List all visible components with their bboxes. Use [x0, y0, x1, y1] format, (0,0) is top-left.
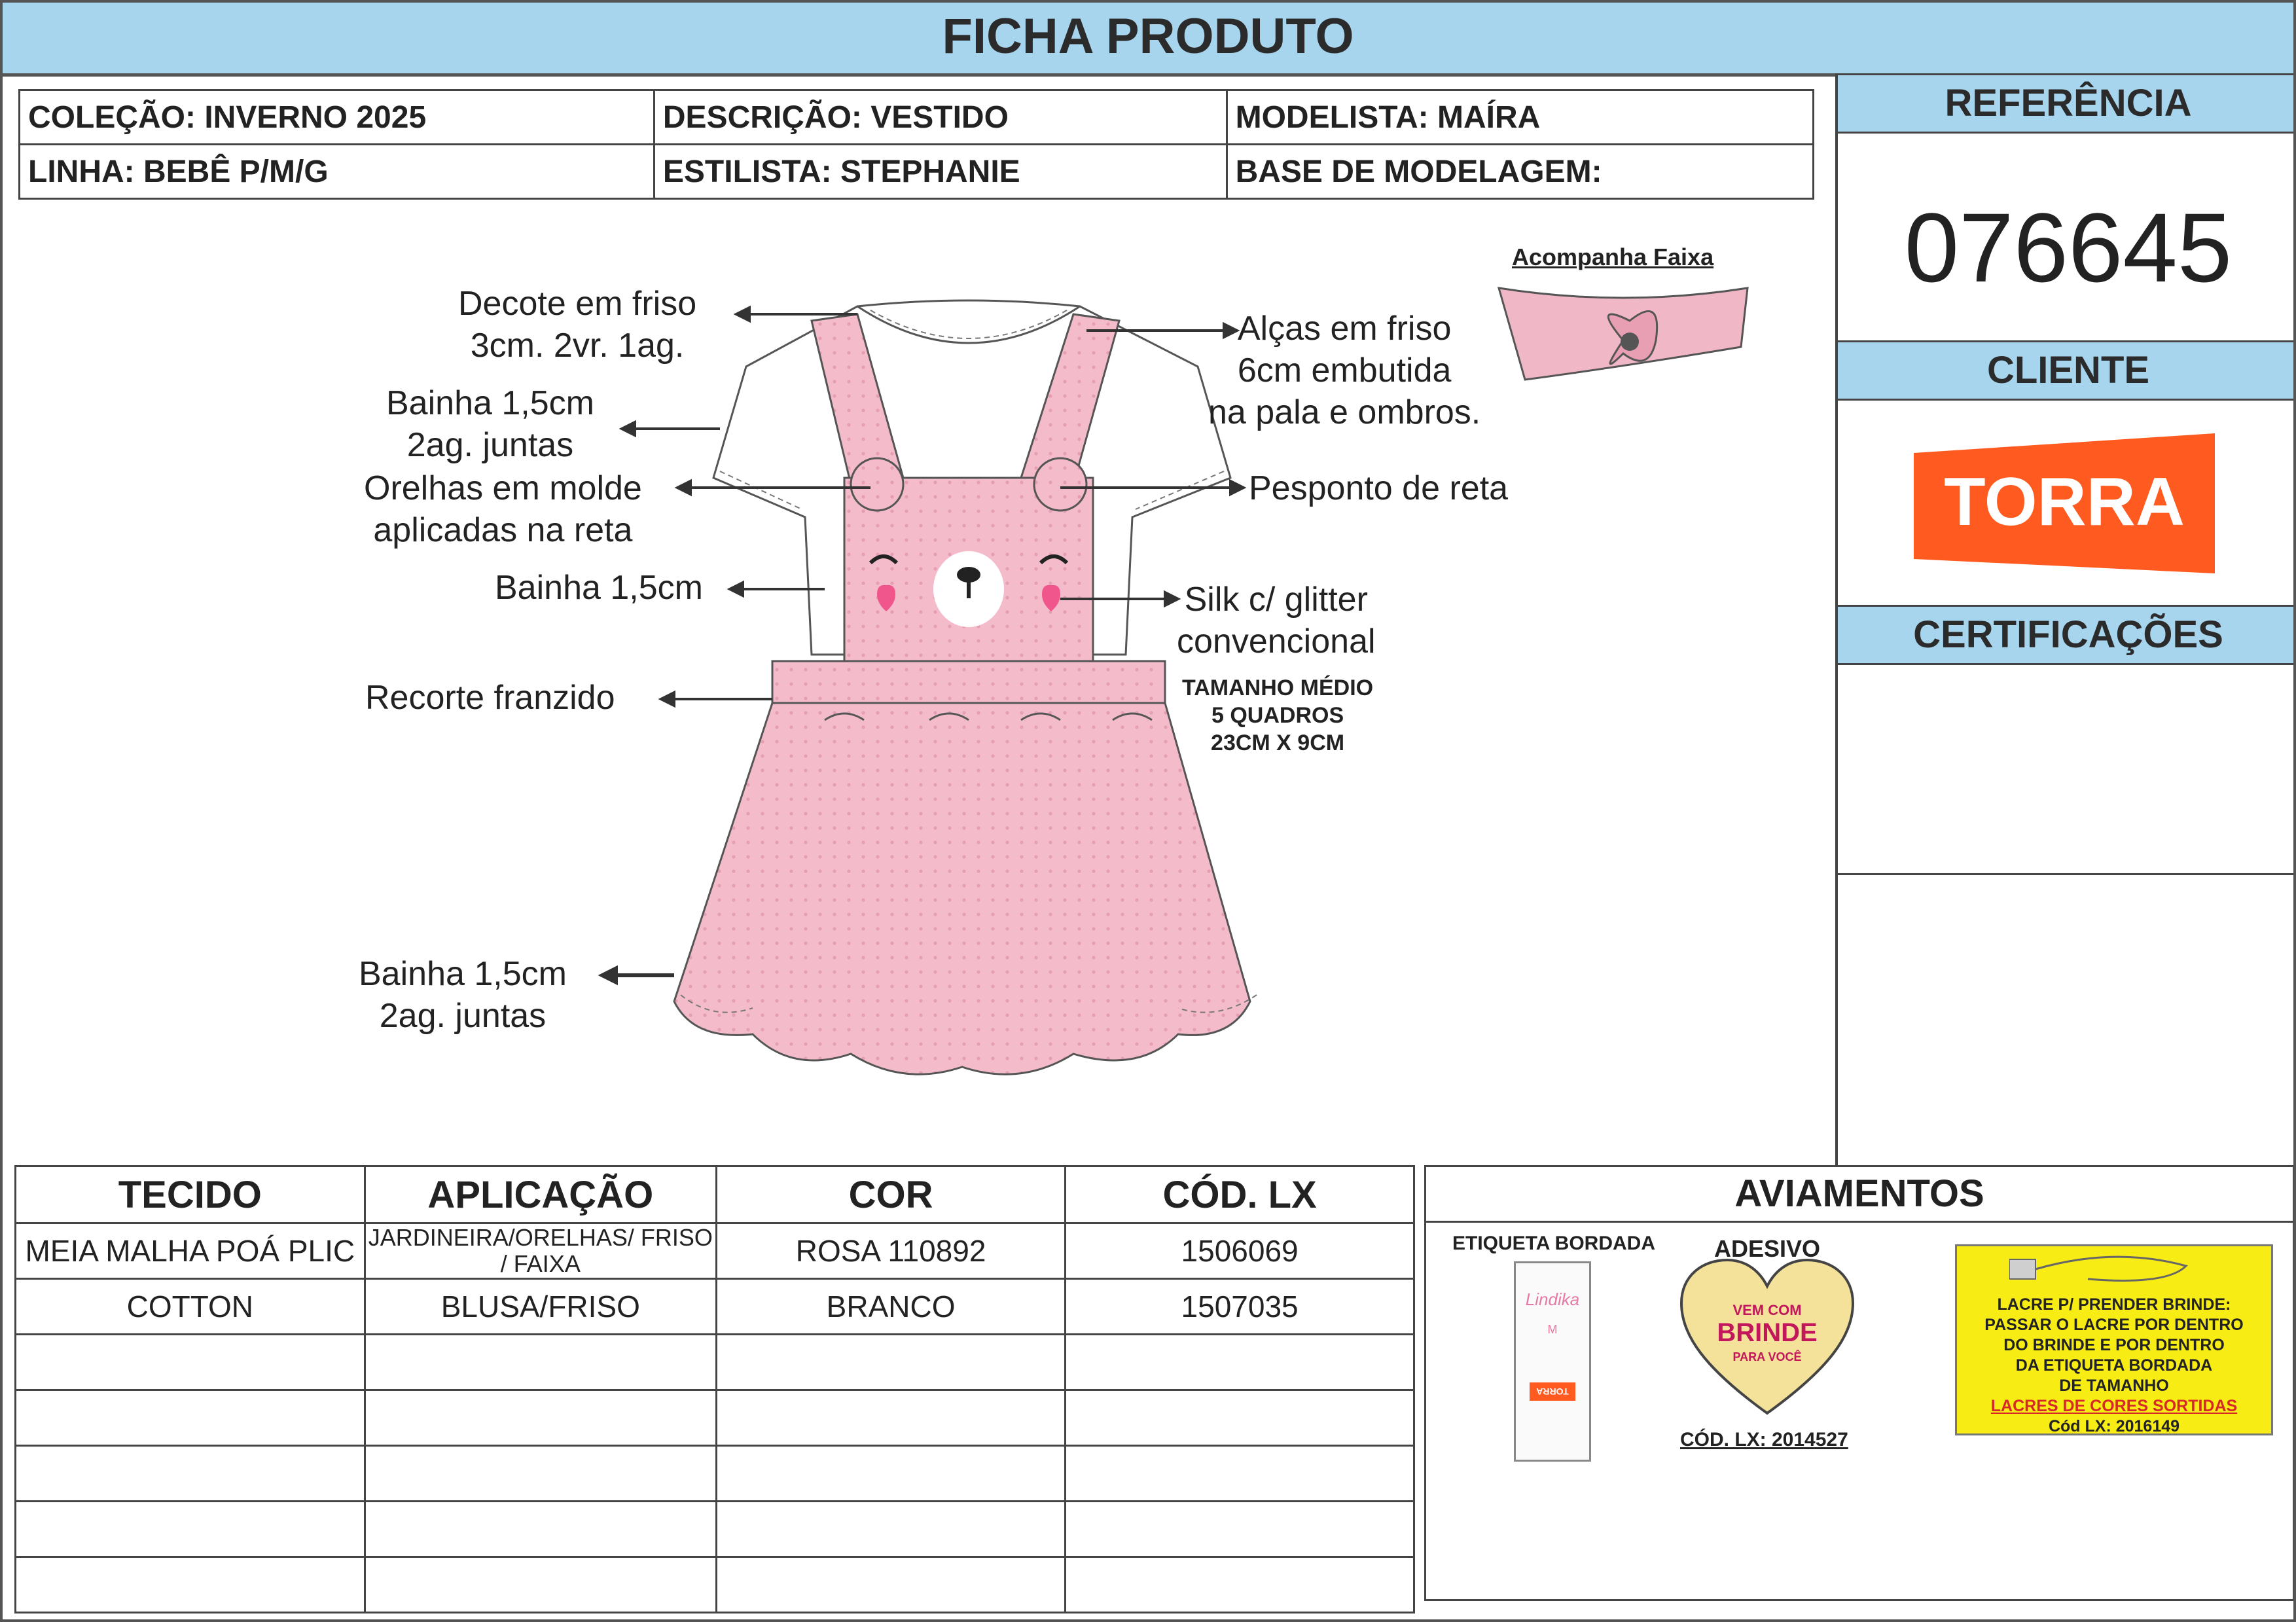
table-cell: [1066, 1557, 1414, 1613]
table-cell: [717, 1502, 1066, 1557]
table-cell: [365, 1390, 716, 1446]
table-row: [16, 1335, 1414, 1390]
linha-field: LINHA: BEBÊ P/M/G: [20, 145, 655, 199]
table-cell: [365, 1335, 716, 1390]
referencia-label: REFERÊNCIA: [1838, 73, 2296, 134]
header-aplicacao: APLICAÇÃO: [365, 1166, 716, 1223]
svg-text:BRINDE: BRINDE: [1717, 1318, 1818, 1347]
annotation-orelhas: Orelhas em molde aplicadas na reta: [364, 469, 642, 549]
table-cell: [717, 1390, 1066, 1446]
annotation-bainha-barra: Bainha 1,5cm 2ag. juntas: [359, 955, 567, 1035]
aviamentos-panel: [1424, 1165, 2295, 1601]
table-cell: [1066, 1446, 1414, 1502]
table-cell: [1066, 1390, 1414, 1446]
svg-text:PARA VOCÊ: PARA VOCÊ: [1732, 1350, 1802, 1363]
etiqueta-brand: Lindika: [1525, 1289, 1580, 1309]
etiqueta-bordada-icon: [1514, 1261, 1591, 1462]
table-cell: [16, 1446, 365, 1502]
table-cell: [365, 1557, 716, 1613]
adesivo-label: ADESIVO: [1714, 1235, 1821, 1262]
table-cell: [1066, 1502, 1414, 1557]
header-tecido: TECIDO: [16, 1166, 365, 1223]
annotation-tamanho: TAMANHO MÉDIO 5 QUADROS 23CM X 9CM: [1182, 676, 1374, 755]
annotation-decote: Decote em friso 3cm. 2vr. 1ag.: [458, 285, 697, 365]
table-cell: [16, 1502, 365, 1557]
colecao-field: COLEÇÃO: INVERNO 2025: [20, 90, 655, 145]
heart-sticker-icon: [1677, 1256, 1857, 1420]
modelista-field: MODELISTA: MAÍRA: [1227, 90, 1813, 145]
table-cell: [717, 1446, 1066, 1502]
table-cell: [717, 1335, 1066, 1390]
header-cor: COR: [717, 1166, 1066, 1223]
aviamentos-title: AVIAMENTOS: [1426, 1167, 2293, 1223]
lacre-instructions: LACRE P/ PRENDER BRINDE: PASSAR O LACRE POR DENTRO DO BRINDE E POR DENTRO DA ETIQUETA BORDADA DE TAMANHO LACRES DE CORES SORTIDAS Cód LX: 2016149: [1984, 1295, 2244, 1435]
product-info-table: [18, 89, 1814, 200]
table-cell: 1506069: [1066, 1223, 1414, 1279]
table-cell: [717, 1557, 1066, 1613]
table-cell: [16, 1557, 365, 1613]
left-ear-icon: [851, 458, 903, 511]
svg-text:VEM COM: VEM COM: [1732, 1302, 1802, 1318]
right-ear-icon: [1034, 458, 1086, 511]
annotation-recorte: Recorte franzido: [365, 679, 615, 717]
acompanha-faixa-label: Acompanha Faixa: [1512, 243, 1714, 270]
skirt-drawing: [674, 703, 1250, 1074]
table-row: [16, 1446, 1414, 1502]
table-row: [16, 1390, 1414, 1446]
waistband-drawing: [772, 661, 1165, 703]
headband-drawing: [1492, 281, 1754, 393]
annotation-pesponto: Pesponto de reta: [1249, 469, 1509, 507]
etiqueta-size: M: [1547, 1323, 1558, 1336]
base-modelagem-field: BASE DE MODELAGEM:: [1227, 145, 1813, 199]
table-row: [16, 1502, 1414, 1557]
table-cell: [1066, 1335, 1414, 1390]
estilista-field: ESTILISTA: STEPHANIE: [654, 145, 1227, 199]
divider: [1838, 873, 2296, 875]
lacre-box: [1955, 1244, 2273, 1435]
table-cell: [16, 1390, 365, 1446]
table-cell: COTTON: [16, 1279, 365, 1335]
etiqueta-label: ETIQUETA BORDADA: [1452, 1233, 1655, 1254]
table-cell: [365, 1502, 716, 1557]
table-cell: [16, 1335, 365, 1390]
header-cod-lx: CÓD. LX: [1066, 1166, 1414, 1223]
page-title: FICHA PRODUTO: [0, 0, 2296, 77]
client-logo: [1914, 433, 2215, 577]
table-cell: BLUSA/FRISO: [365, 1279, 716, 1335]
table-cell: [365, 1446, 716, 1502]
materials-header-row: [16, 1166, 1414, 1223]
table-row: [16, 1557, 1414, 1613]
table-cell: 1507035: [1066, 1279, 1414, 1335]
etiqueta-torra-icon: TORRA: [1530, 1382, 1575, 1401]
lacre-icon: [2009, 1253, 2193, 1292]
table-cell: JARDINEIRA/ORELHAS/ FRISO / FAIXA: [365, 1223, 716, 1279]
certificacoes-label: CERTIFICAÇÕES: [1838, 605, 2296, 665]
table-row: [16, 1223, 1414, 1279]
annotation-bainha-cava: Bainha 1,5cm: [495, 569, 703, 607]
referencia-value: 076645: [1904, 192, 2233, 302]
adesivo-cod: CÓD. LX: 2014527: [1680, 1429, 1848, 1451]
table-cell: MEIA MALHA POÁ PLIC: [16, 1223, 365, 1279]
torra-logo-text: TORRA: [1944, 464, 2185, 540]
descricao-field: DESCRIÇÃO: VESTIDO: [654, 90, 1227, 145]
annotation-alcas: Alças em friso 6cm embutida na pala e ombros.: [1208, 310, 1481, 431]
table-cell: ROSA 110892: [717, 1223, 1066, 1279]
materials-table: [14, 1165, 1415, 1613]
annotation-bainha-manga: Bainha 1,5cm 2ag. juntas: [386, 384, 594, 464]
side-panel: [1835, 73, 2296, 1165]
torra-logo-icon: [1914, 433, 2215, 573]
cliente-label: CLIENTE: [1838, 340, 2296, 401]
table-row: [16, 1279, 1414, 1335]
annotation-silk: Silk c/ glitter convencional: [1177, 581, 1376, 660]
table-cell: BRANCO: [717, 1279, 1066, 1335]
